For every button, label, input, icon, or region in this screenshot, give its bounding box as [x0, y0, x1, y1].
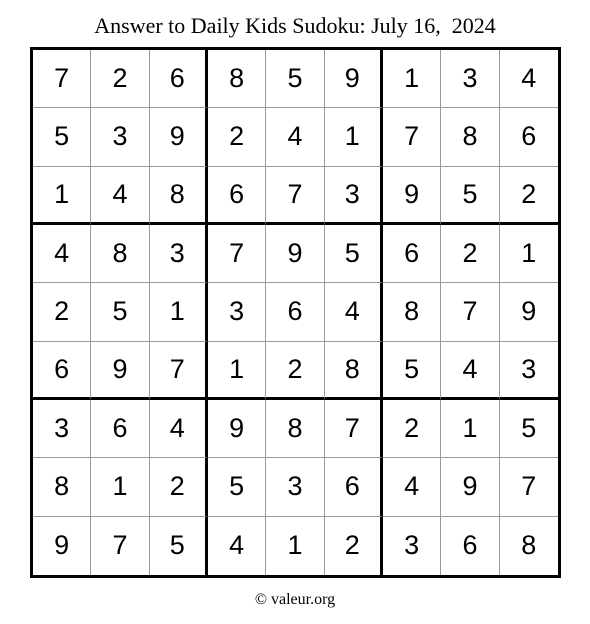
sudoku-cell-r5-c3: 1 — [150, 283, 208, 341]
sudoku-cell-r7-c6: 7 — [325, 400, 383, 458]
sudoku-cell-r6-c1: 6 — [33, 342, 91, 400]
sudoku-cell-r1-c5: 5 — [266, 50, 324, 108]
sudoku-cell-r1-c9: 4 — [500, 50, 558, 108]
sudoku-cell-r4-c4: 7 — [208, 225, 266, 283]
sudoku-cell-r1-c7: 1 — [383, 50, 441, 108]
sudoku-cell-r2-c2: 3 — [91, 108, 149, 166]
sudoku-cell-r2-c6: 1 — [325, 108, 383, 166]
sudoku-cell-r5-c8: 7 — [441, 283, 499, 341]
sudoku-cell-r4-c1: 4 — [33, 225, 91, 283]
sudoku-cell-r1-c8: 3 — [441, 50, 499, 108]
sudoku-cell-r1-c1: 7 — [33, 50, 91, 108]
page-title: Answer to Daily Kids Sudoku: July 16, 2024 — [94, 13, 496, 38]
sudoku-cell-r2-c7: 7 — [383, 108, 441, 166]
sudoku-cell-r4-c8: 2 — [441, 225, 499, 283]
sudoku-cell-r8-c2: 1 — [91, 458, 149, 516]
sudoku-cell-r1-c3: 6 — [150, 50, 208, 108]
sudoku-cell-r4-c6: 5 — [325, 225, 383, 283]
sudoku-cell-r7-c8: 1 — [441, 400, 499, 458]
sudoku-cell-r7-c9: 5 — [500, 400, 558, 458]
sudoku-cell-r1-c4: 8 — [208, 50, 266, 108]
sudoku-cell-r2-c4: 2 — [208, 108, 266, 166]
sudoku-cell-r3-c5: 7 — [266, 167, 324, 225]
sudoku-cell-r5-c4: 3 — [208, 283, 266, 341]
sudoku-cell-r9-c5: 1 — [266, 517, 324, 575]
sudoku-cell-r2-c8: 8 — [441, 108, 499, 166]
sudoku-cell-r9-c2: 7 — [91, 517, 149, 575]
sudoku-cell-r5-c2: 5 — [91, 283, 149, 341]
sudoku-cell-r5-c9: 9 — [500, 283, 558, 341]
sudoku-cell-r9-c8: 6 — [441, 517, 499, 575]
sudoku-cell-r2-c3: 9 — [150, 108, 208, 166]
sudoku-cell-r3-c3: 8 — [150, 167, 208, 225]
copyright-footer: © valeur.org — [254, 591, 336, 608]
sudoku-cell-r8-c7: 4 — [383, 458, 441, 516]
sudoku-cell-r9-c3: 5 — [150, 517, 208, 575]
sudoku-cell-r7-c1: 3 — [33, 400, 91, 458]
sudoku-cell-r7-c7: 2 — [383, 400, 441, 458]
sudoku-cell-r6-c5: 2 — [266, 342, 324, 400]
sudoku-cell-r9-c4: 4 — [208, 517, 266, 575]
sudoku-cell-r5-c6: 4 — [325, 283, 383, 341]
sudoku-cell-r4-c2: 8 — [91, 225, 149, 283]
sudoku-cell-r4-c5: 9 — [266, 225, 324, 283]
sudoku-cell-r8-c4: 5 — [208, 458, 266, 516]
sudoku-cell-r7-c4: 9 — [208, 400, 266, 458]
sudoku-cell-r4-c3: 3 — [150, 225, 208, 283]
sudoku-cell-r6-c8: 4 — [441, 342, 499, 400]
sudoku-cell-r1-c2: 2 — [91, 50, 149, 108]
sudoku-cell-r9-c6: 2 — [325, 517, 383, 575]
sudoku-cell-r3-c7: 9 — [383, 167, 441, 225]
sudoku-cell-r5-c5: 6 — [266, 283, 324, 341]
sudoku-cell-r6-c9: 3 — [500, 342, 558, 400]
sudoku-cell-r5-c1: 2 — [33, 283, 91, 341]
sudoku-cell-r7-c3: 4 — [150, 400, 208, 458]
sudoku-cell-r3-c4: 6 — [208, 167, 266, 225]
sudoku-cell-r3-c6: 3 — [325, 167, 383, 225]
sudoku-cell-r1-c6: 9 — [325, 50, 383, 108]
sudoku-cell-r5-c7: 8 — [383, 283, 441, 341]
sudoku-cell-r6-c6: 8 — [325, 342, 383, 400]
sudoku-cell-r3-c2: 4 — [91, 167, 149, 225]
sudoku-cell-r6-c4: 1 — [208, 342, 266, 400]
sudoku-cell-r8-c3: 2 — [150, 458, 208, 516]
sudoku-cell-r8-c1: 8 — [33, 458, 91, 516]
sudoku-cell-r9-c9: 8 — [521, 530, 537, 561]
sudoku-cell-r7-c2: 6 — [91, 400, 149, 458]
sudoku-cell-r2-c1: 5 — [33, 108, 91, 166]
sudoku-cell-r3-c9: 2 — [500, 167, 558, 225]
sudoku-cell-r3-c1: 1 — [33, 167, 91, 225]
sudoku-cell-r8-c5: 3 — [266, 458, 324, 516]
sudoku-cell-r6-c2: 9 — [91, 342, 149, 400]
sudoku-board — [30, 47, 561, 578]
sudoku-cell-r7-c5: 8 — [266, 400, 324, 458]
sudoku-cell-r9-c1: 9 — [33, 517, 91, 575]
sudoku-cell-r4-c9: 1 — [500, 225, 558, 283]
sudoku-cell-r2-c5: 4 — [266, 108, 324, 166]
sudoku-cell-r8-c8: 9 — [441, 458, 499, 516]
sudoku-cell-r2-c9: 6 — [500, 108, 558, 166]
sudoku-cell-r4-c7: 6 — [383, 225, 441, 283]
sudoku-cell-r8-c6: 6 — [325, 458, 383, 516]
sudoku-cell-r8-c9: 7 — [500, 458, 558, 516]
sudoku-cell-r6-c3: 7 — [150, 342, 208, 400]
sudoku-cell-r6-c7: 5 — [383, 342, 441, 400]
sudoku-cell-r9-c7: 3 — [383, 517, 441, 575]
sudoku-cell-r3-c8: 5 — [441, 167, 499, 225]
